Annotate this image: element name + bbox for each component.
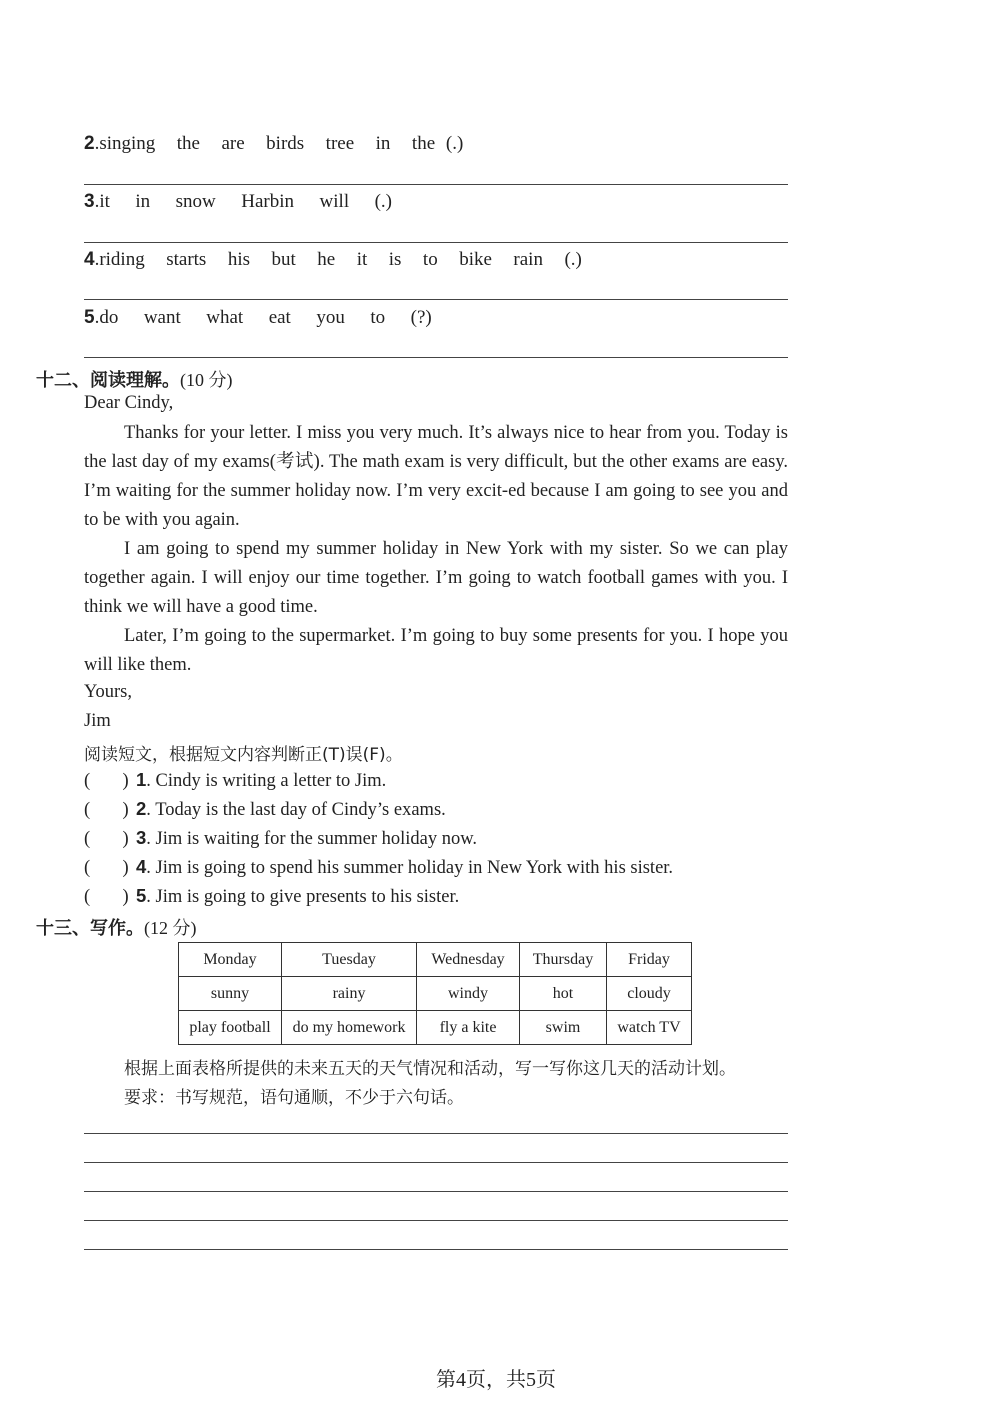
table-cell: swim — [520, 1011, 607, 1045]
weather-activity-table — [178, 942, 692, 1045]
writing-line-5[interactable] — [84, 1249, 788, 1250]
question-3: 3.it in snow Harbin will (.) — [84, 191, 393, 212]
letter-paragraph-2: I am going to spend my summer holiday in New York with my sister. So we can play together again. I will enjoy our time together. I’m going to watch football games with you. I think we will have a good time. — [84, 539, 788, 617]
answer-bracket[interactable]: ( ) — [84, 858, 129, 878]
question-2: 2.singing the are birds tree in the (.) — [84, 133, 464, 154]
table-row-weather — [179, 977, 692, 1011]
answer-bracket[interactable]: ( ) — [84, 887, 129, 907]
writing-requirement: 要求：书写规范，语句通顺，不少于六句话。 — [124, 1088, 464, 1108]
letter-closing: Yours, — [84, 682, 132, 702]
table-row-days — [179, 943, 692, 977]
answer-bracket[interactable]: ( ) — [84, 771, 129, 791]
table-row-activities — [179, 1011, 692, 1045]
writing-line-4[interactable] — [84, 1220, 788, 1221]
writing-instruction: 根据上面表格所提供的未来五天的天气情况和活动，写一写你这几天的活动计划。 — [124, 1059, 736, 1079]
table-cell: fly a kite — [417, 1011, 520, 1045]
table-cell: Tuesday — [282, 943, 417, 977]
letter-signature: Jim — [84, 711, 111, 731]
tf-question-3: ( ) 3. Jim is waiting for the summer holiday now. — [84, 827, 478, 849]
table-cell: do my homework — [282, 1011, 417, 1045]
tf-question-5: ( ) 5. Jim is going to give presents to his sister. — [84, 885, 460, 907]
answer-line-4[interactable] — [84, 299, 788, 300]
table-cell: hot — [520, 977, 607, 1011]
answer-line-2[interactable] — [84, 184, 788, 185]
table-cell: Thursday — [520, 943, 607, 977]
question-4-words: .riding starts his but he it is to bike rain (.) — [94, 249, 582, 270]
table-cell: windy — [417, 977, 520, 1011]
writing-line-2[interactable] — [84, 1162, 788, 1163]
answer-line-5[interactable] — [84, 357, 788, 358]
writing-line-3[interactable] — [84, 1191, 788, 1192]
tf-question-1: ( ) 1. Cindy is writing a letter to Jim. — [84, 769, 387, 791]
answer-bracket[interactable]: ( ) — [84, 829, 129, 849]
question-2-words: .singing the are birds tree in the (.) — [94, 133, 464, 154]
question-3-words: .it in snow Harbin will (.) — [94, 191, 393, 212]
tf-question-4: ( ) 4. Jim is going to spend his summer holiday in New York with his sister. — [84, 856, 674, 878]
table-cell: cloudy — [607, 977, 692, 1011]
answer-bracket[interactable]: ( ) — [84, 800, 129, 820]
section-13-heading: 十三、写作。(12 分) — [36, 918, 197, 939]
table-cell: sunny — [179, 977, 282, 1011]
table-cell: Wednesday — [417, 943, 520, 977]
question-5: 5.do want what eat you to (?) — [84, 307, 432, 328]
answer-line-3[interactable] — [84, 242, 788, 243]
table-cell: Monday — [179, 943, 282, 977]
table-cell: play football — [179, 1011, 282, 1045]
table-cell: Friday — [607, 943, 692, 977]
question-5-words: .do want what eat you to (?) — [94, 307, 432, 328]
writing-line-1[interactable] — [84, 1133, 788, 1134]
section-12-heading: 十二、阅读理解。(10 分) — [36, 370, 233, 391]
letter-paragraph-1: Thanks for your letter. I miss you very much. It’s always nice to hear from you. Today is the last day of my exams(考试). The math exam is very difficult, but the other exams are easy. I’m waiting for the summer holiday now. I’m very excit-ed because I am going to see you and to be with you again. — [84, 423, 788, 530]
question-4: 4.riding starts his but he it is to bike rain (.) — [84, 249, 582, 270]
letter-greeting: Dear Cindy, — [84, 393, 174, 413]
reading-instruction: 阅读短文，根据短文内容判断正(T)误(F)。 — [84, 745, 403, 765]
letter-paragraph-3: Later, I’m going to the supermarket. I’m going to buy some presents for you. I hope you will like them. — [84, 626, 788, 675]
tf-question-2: ( ) 2. Today is the last day of Cindy’s exams. — [84, 798, 446, 820]
table-cell: watch TV — [607, 1011, 692, 1045]
page-footer: 第4页，共5页 — [436, 1369, 556, 1391]
table-cell: rainy — [282, 977, 417, 1011]
